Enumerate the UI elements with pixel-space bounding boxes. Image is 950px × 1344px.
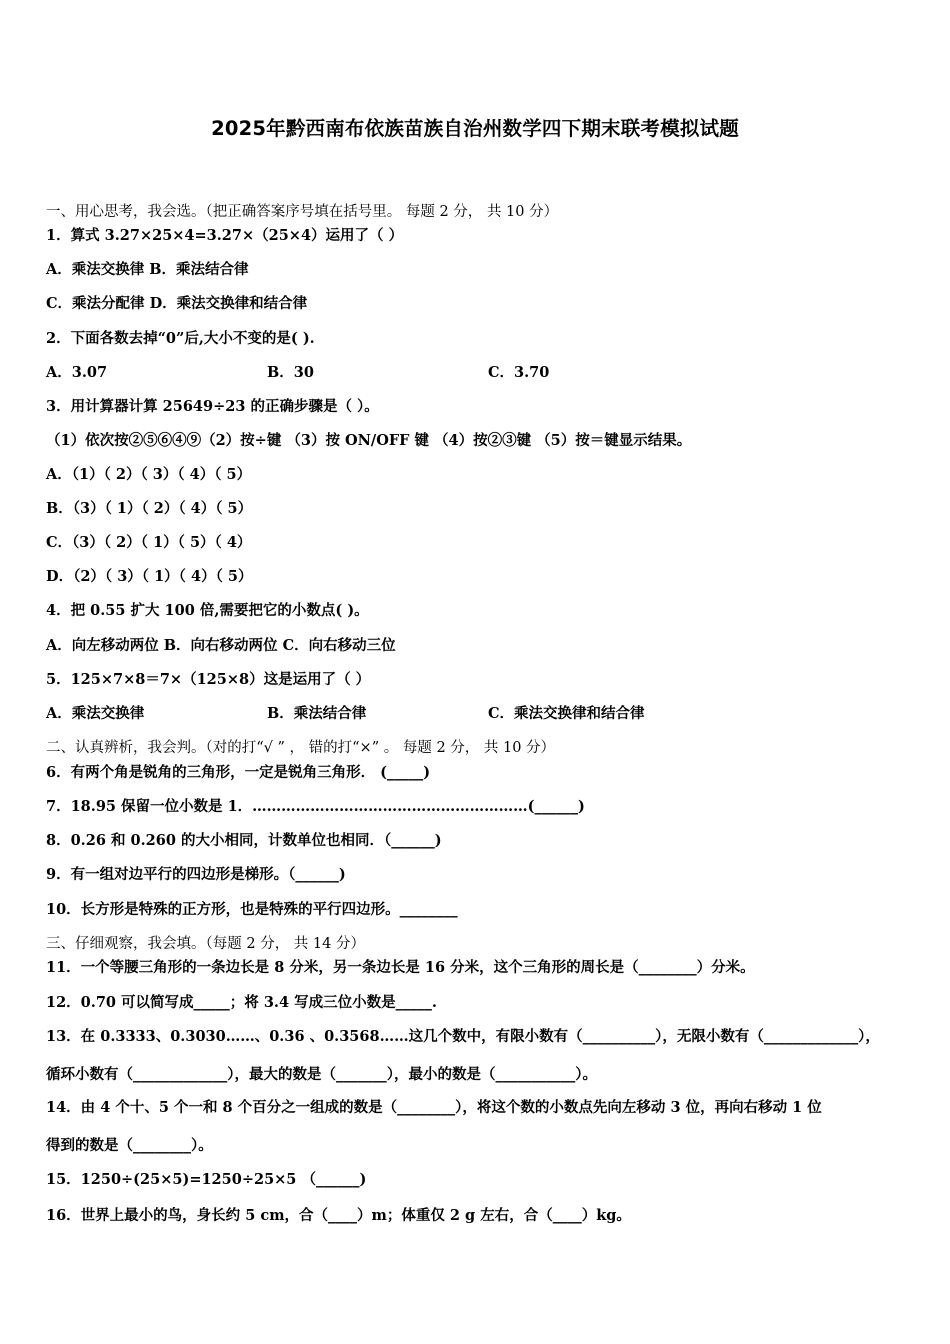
question-1: 1．算式 3.27×25×4=3.27×（25×4）运用了（ ） <box>46 227 404 244</box>
section-heading-2: 二、认真辨析，我会判。（对的打“√ ” ， 错的打“×” 。 每题 2 分， 共 10 分） <box>46 740 556 756</box>
question-4: 4．把 0.55 扩大 100 倍,需要把它的小数点( )。 <box>46 602 369 619</box>
question-2-option-a: A．3.07 <box>46 364 108 381</box>
question-7: 7．18.95 保留一位小数是 1．…………………………………………………(______) <box>46 798 585 815</box>
question-13-line-1: 13．在 0.3333、0.3030……、0.36 、0.3568……这几个数中，有限小数有（__________），无限小数有（_____________）， <box>46 1028 880 1045</box>
question-6: 6．有两个角是锐角的三角形，一定是锐角三角形． (_____) <box>46 764 431 781</box>
question-9: 9．有一组对边平行的四边形是梯形。（______) <box>46 866 346 883</box>
section-heading-3: 三、仔细观察，我会填。（每题 2 分， 共 14 分） <box>46 936 365 952</box>
question-13-line-2: 循环小数有（_____________），最大的数是（_______），最小的数是（___________）。 <box>46 1066 597 1083</box>
section-heading-1: 一、用心思考，我会选。（把正确答案序号填在括号里。 每题 2 分， 共 10 分） <box>46 204 559 220</box>
question-1-options-ab: A．乘法交换律 B．乘法结合律 <box>46 261 249 278</box>
question-14-line-1: 14．由 4 个十、5 个一和 8 个百分之一组成的数是（________），将这个数的小数点先向左移动 3 位，再向右移动 1 位 <box>46 1099 822 1116</box>
question-1-options-cd: C．乘法分配律 D．乘法交换律和结合律 <box>46 295 308 312</box>
question-11: 11．一个等腰三角形的一条边长是 8 分米，另一条边长是 16 分米，这个三角形的周长是（________）分米。 <box>46 959 755 976</box>
question-8: 8．0.26 和 0.260 的大小相同，计数单位也相同．（______) <box>46 832 442 849</box>
question-14-line-2: 得到的数是（________）。 <box>46 1137 213 1154</box>
question-15: 15．1250÷(25×5)=1250÷25×5 （______) <box>46 1171 367 1188</box>
question-3-option-a: A．（1）（ 2）（ 3）（ 4）（ 5） <box>46 466 252 483</box>
question-10: 10．长方形是特殊的正方形，也是特殊的平行四边形。________ <box>46 901 458 918</box>
question-16: 16．世界上最小的鸟，身长约 5 cm，合（____）m；体重仅 2 g 左右，合（____）kg。 <box>46 1207 631 1224</box>
question-3-option-d: D．（2）（ 3）（ 1）（ 4）（ 5） <box>46 568 253 585</box>
question-3-option-c: C．（3）（ 2）（ 1）（ 5）（ 4） <box>46 534 252 551</box>
question-5-option-b: B．乘法结合律 <box>267 705 367 722</box>
question-2: 2．下面各数去掉“0”后,大小不变的是( ). <box>46 330 315 347</box>
page-title: 2025年黔西南布依族苗族自治州数学四下期末联考模拟试题 <box>211 117 739 140</box>
question-12: 12．0.70 可以简写成_____；将 3.4 写成三位小数是_____. <box>46 994 437 1011</box>
question-3-option-b: B．（3）（ 1）（ 2）（ 4）（ 5） <box>46 500 253 517</box>
question-3-steps: （1）依次按②⑤⑥④⑨（2）按÷键 （3）按 ON/OFF 键 （4）按②③键 （5）按＝键显示结果。 <box>46 432 692 449</box>
question-5-option-c: C．乘法交换律和结合律 <box>488 705 645 722</box>
question-5-option-a: A．乘法交换律 <box>46 705 145 722</box>
question-5: 5．125×7×8＝7×（125×8）这是运用了（ ） <box>46 671 371 688</box>
question-2-option-c: C．3.70 <box>488 364 550 381</box>
question-3: 3．用计算器计算 25649÷23 的正确步骤是（ ）。 <box>46 398 379 415</box>
question-4-options: A．向左移动两位 B．向右移动两位 C．向右移动三位 <box>46 637 396 654</box>
question-2-option-b: B．30 <box>267 364 314 381</box>
